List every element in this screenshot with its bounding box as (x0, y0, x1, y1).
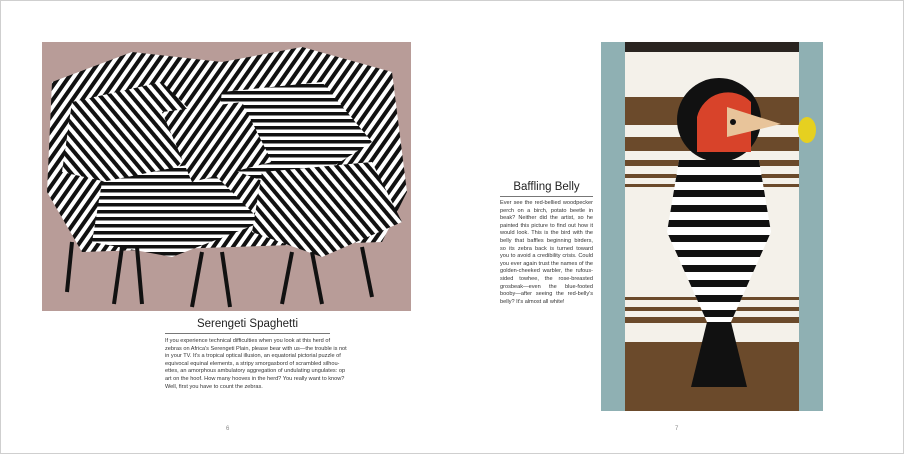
bird-eye (730, 119, 736, 125)
zebra-herd-illustration (42, 42, 411, 311)
text-line: painted this picture to find out how it (500, 222, 593, 229)
text-line: you to avoid a credibility crisis. Could (500, 253, 593, 260)
text-line: would look. This is the bird with the (500, 230, 593, 237)
text-line: equivocal equinal elements, a stripy smorgasbord of scrambled silhou- (165, 360, 340, 367)
left-title-rule (165, 333, 330, 334)
text-line: beak? Neither did the artist, so he (500, 215, 593, 222)
text-line: If you experience technical difficulties when you look at this herd of (165, 338, 331, 344)
text-line: so its zebra back is turned toward (500, 245, 593, 252)
text-line: golden-cheeked warbler, the rufous- (500, 268, 593, 275)
text-line: ettes, an amorphous ambulatory aggregation of undulating ungulates: op (165, 368, 346, 375)
text-line: booby—after seeing the red-belly's (500, 291, 593, 298)
right-title-rule (500, 196, 593, 197)
text-line: grosbeak—even the blue-footed (500, 283, 593, 290)
text-line: perch on a birch, potato beetle in (500, 207, 593, 214)
left-body-text (165, 338, 347, 391)
page-number-right: 7 (675, 426, 679, 432)
text-line: belly that baffles beginning birders, (500, 237, 593, 244)
zebra-shapes (47, 47, 407, 307)
text-line: Ever see the red-bellied woodpecker (500, 200, 593, 206)
text-line: belly? It's almost all white! (500, 298, 565, 305)
page-number-left: 6 (226, 426, 230, 432)
text-line: you ever again trust the names of the (500, 260, 593, 267)
text-line: sided towhee, the rose-breasted (500, 275, 593, 282)
left-title: Serengeti Spaghetti (196, 318, 299, 330)
text-line: zebras on Africa's Serengeti Plain, please bear with us—the trouble is not (165, 345, 347, 352)
woodpecker-illustration (601, 42, 823, 411)
beetle (798, 117, 816, 143)
right-title: Baffling Belly (513, 181, 580, 193)
text-line: in your TV. It's a tropical optical illusion, an equatorial pictorial puzzle of (165, 353, 341, 360)
text-line: art on the hoof. How many hooves in the herd? You really want to know? (165, 375, 345, 382)
text-line: Well, first you have to count the zebras. (165, 383, 263, 390)
right-body-text (500, 200, 593, 306)
